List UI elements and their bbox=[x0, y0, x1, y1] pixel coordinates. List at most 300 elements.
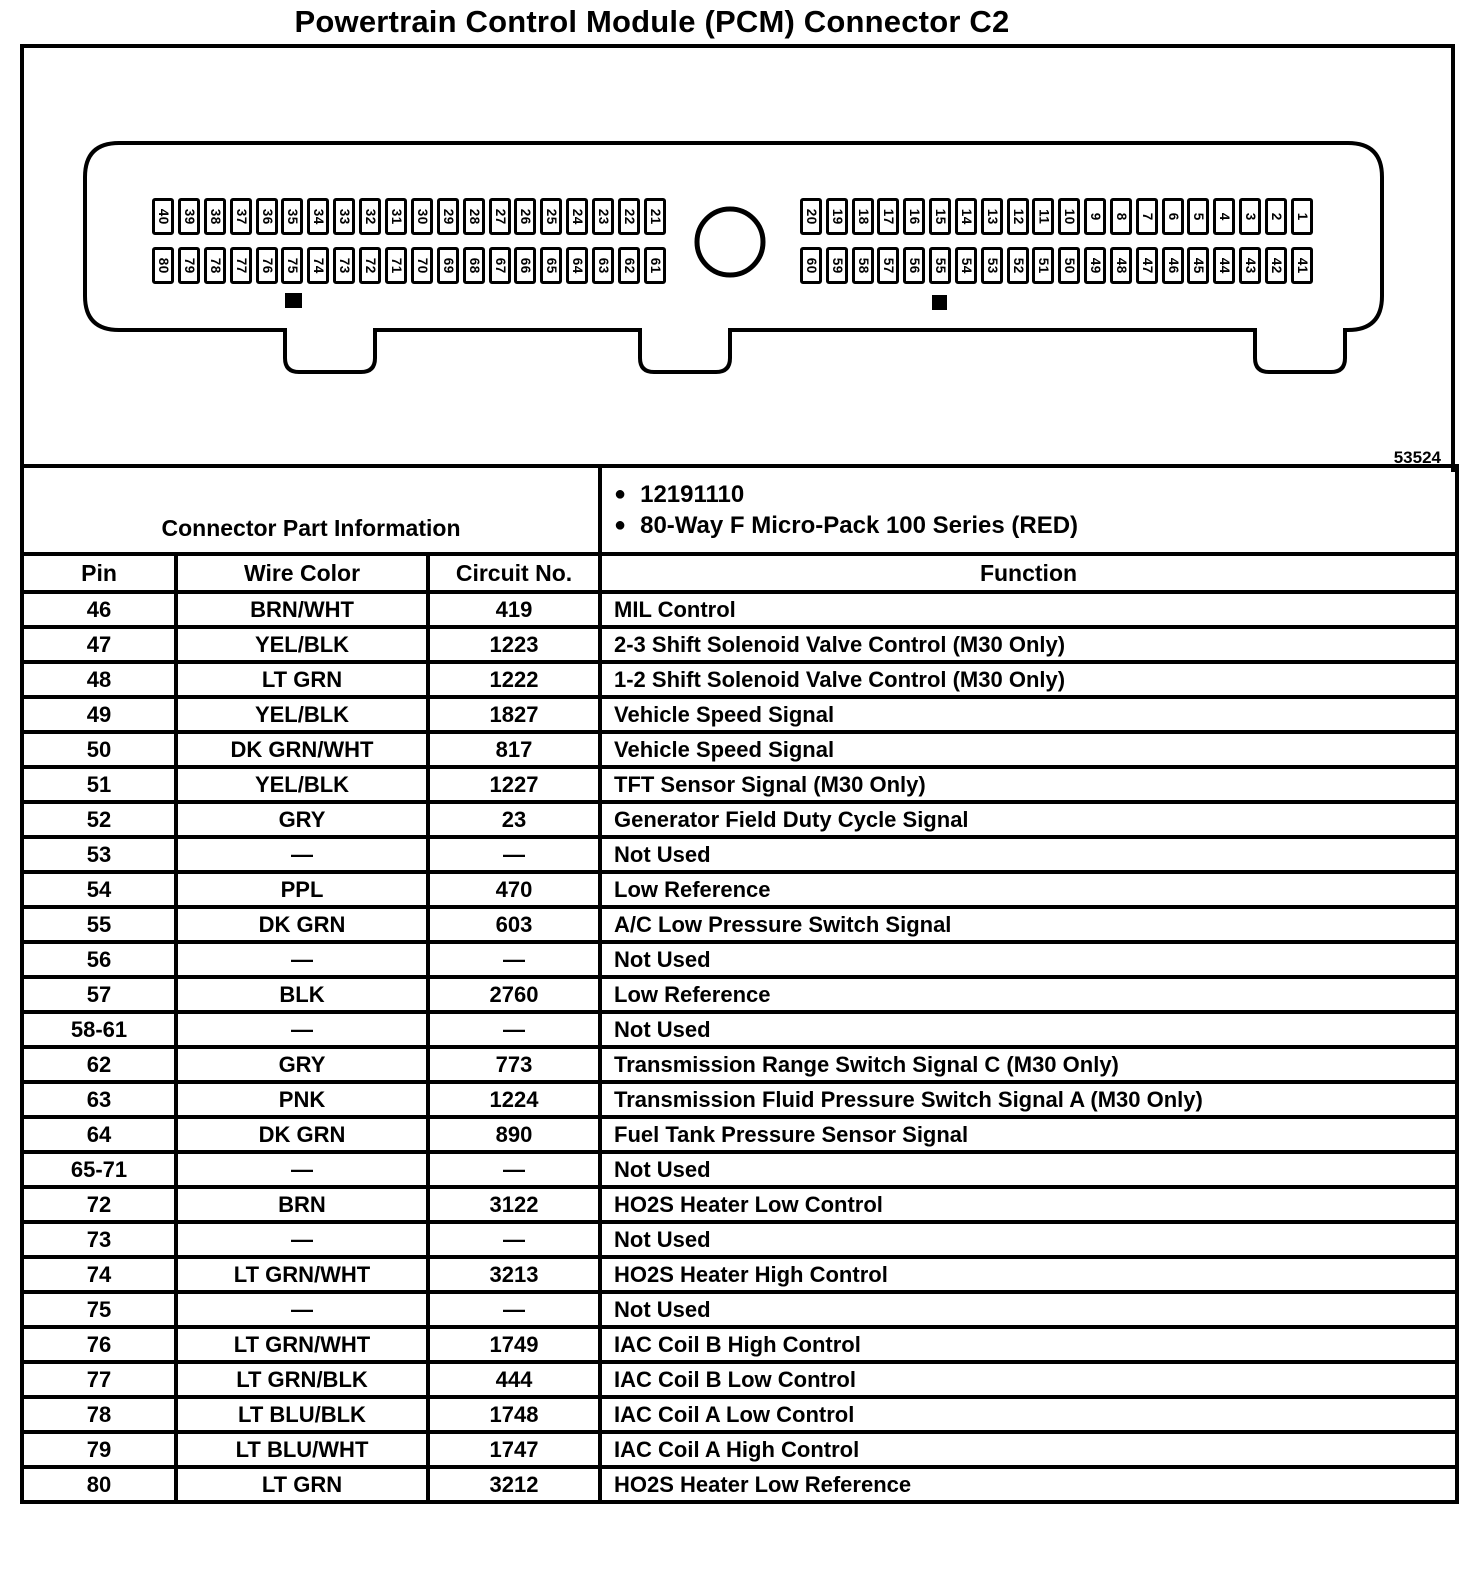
pin-box-22 bbox=[618, 198, 640, 235]
pin-box-69 bbox=[437, 247, 459, 284]
circuit-no-cell: — bbox=[428, 837, 600, 872]
table-row bbox=[22, 1257, 1457, 1292]
circuit-no-cell: — bbox=[428, 1292, 600, 1327]
pin-number: 49 bbox=[1087, 257, 1103, 274]
circuit-no-cell: — bbox=[428, 1222, 600, 1257]
pin-box-36 bbox=[256, 198, 278, 235]
pin-box-48 bbox=[1110, 247, 1132, 284]
pin-cell: 64 bbox=[22, 1117, 176, 1152]
pin-number: 41 bbox=[1294, 257, 1310, 274]
table-row bbox=[22, 907, 1457, 942]
pin-number: 27 bbox=[492, 208, 508, 225]
pin-box-72 bbox=[359, 247, 381, 284]
pin-box-63 bbox=[592, 247, 614, 284]
pin-cell: 47 bbox=[22, 627, 176, 662]
pin-box-26 bbox=[514, 198, 536, 235]
pin-number: 7 bbox=[1139, 212, 1155, 221]
circuit-no-cell: — bbox=[428, 1012, 600, 1047]
wire-color-cell: DK GRN bbox=[176, 1117, 428, 1152]
pin-box-73 bbox=[333, 247, 355, 284]
pin-number: 42 bbox=[1268, 257, 1284, 274]
table-row bbox=[22, 1222, 1457, 1257]
circuit-no-cell: 470 bbox=[428, 872, 600, 907]
pin-box-16 bbox=[903, 198, 925, 235]
pin-box-62 bbox=[618, 247, 640, 284]
pin-box-50 bbox=[1058, 247, 1080, 284]
circuit-no-cell: 23 bbox=[428, 802, 600, 837]
table-row bbox=[22, 1362, 1457, 1397]
pin-number: 56 bbox=[907, 257, 923, 274]
function-cell: HO2S Heater High Control bbox=[600, 1257, 1457, 1292]
pin-row-left-bottom bbox=[152, 247, 666, 284]
pin-number: 33 bbox=[336, 208, 352, 225]
pin-number: 8 bbox=[1113, 212, 1129, 221]
pin-box-49 bbox=[1084, 247, 1106, 284]
part-number-line bbox=[614, 481, 1454, 509]
pin-box-17 bbox=[877, 198, 899, 235]
pin-cell: 55 bbox=[22, 907, 176, 942]
pin-cell: 53 bbox=[22, 837, 176, 872]
pin-box-66 bbox=[514, 247, 536, 284]
pin-box-3 bbox=[1239, 198, 1261, 235]
wire-color-cell: LT GRN/WHT bbox=[176, 1257, 428, 1292]
pin-number: 62 bbox=[621, 257, 637, 274]
pin-box-27 bbox=[489, 198, 511, 235]
pin-cell: 58-61 bbox=[22, 1012, 176, 1047]
circuit-no-cell: 817 bbox=[428, 732, 600, 767]
pin-box-19 bbox=[826, 198, 848, 235]
pin-box-11 bbox=[1032, 198, 1054, 235]
column-header-circuit-no: Circuit No. bbox=[428, 554, 600, 592]
pin-box-74 bbox=[307, 247, 329, 284]
circuit-no-cell: 2760 bbox=[428, 977, 600, 1012]
circuit-no-cell: 1748 bbox=[428, 1397, 600, 1432]
pin-box-55 bbox=[929, 247, 951, 284]
table-row bbox=[22, 1187, 1457, 1222]
column-header-pin: Pin bbox=[22, 554, 176, 592]
table-row bbox=[22, 697, 1457, 732]
pin-cell: 49 bbox=[22, 697, 176, 732]
pin-number: 53 bbox=[984, 257, 1000, 274]
connector-part-details bbox=[600, 466, 1457, 554]
wire-color-cell: — bbox=[176, 1152, 428, 1187]
wire-color-cell: YEL/BLK bbox=[176, 767, 428, 802]
wire-color-cell: PPL bbox=[176, 872, 428, 907]
wire-color-cell: GRY bbox=[176, 802, 428, 837]
pin-box-52 bbox=[1007, 247, 1029, 284]
table-row bbox=[22, 1117, 1457, 1152]
pin-row-right-top bbox=[800, 198, 1313, 235]
pin-number: 16 bbox=[907, 208, 923, 225]
wire-color-cell: LT GRN/WHT bbox=[176, 1327, 428, 1362]
pin-box-25 bbox=[540, 198, 562, 235]
pin-cell: 77 bbox=[22, 1362, 176, 1397]
pin-box-71 bbox=[385, 247, 407, 284]
table-row bbox=[22, 1292, 1457, 1327]
table-row bbox=[22, 732, 1457, 767]
pin-box-60 bbox=[800, 247, 822, 284]
circuit-no-cell: 1827 bbox=[428, 697, 600, 732]
wire-color-cell: DK GRN/WHT bbox=[176, 732, 428, 767]
table-row bbox=[22, 1152, 1457, 1187]
pin-cell: 63 bbox=[22, 1082, 176, 1117]
function-cell: Low Reference bbox=[600, 977, 1457, 1012]
function-cell: IAC Coil B Low Control bbox=[600, 1362, 1457, 1397]
figure-number: 53524 bbox=[1393, 448, 1441, 467]
pin-number: 17 bbox=[881, 208, 897, 225]
pin-number: 9 bbox=[1087, 212, 1103, 221]
circuit-no-cell: 1224 bbox=[428, 1082, 600, 1117]
wire-color-cell: BRN bbox=[176, 1187, 428, 1222]
bullet-icon: ● bbox=[614, 514, 627, 536]
pin-box-12 bbox=[1007, 198, 1029, 235]
table-row bbox=[22, 1397, 1457, 1432]
pin-box-34 bbox=[307, 198, 329, 235]
pin-number: 47 bbox=[1139, 257, 1155, 274]
pin-box-67 bbox=[489, 247, 511, 284]
wire-color-cell: LT GRN/BLK bbox=[176, 1362, 428, 1397]
function-cell: HO2S Heater Low Control bbox=[600, 1187, 1457, 1222]
pin-box-54 bbox=[955, 247, 977, 284]
pin-box-31 bbox=[385, 198, 407, 235]
function-cell: A/C Low Pressure Switch Signal bbox=[600, 907, 1457, 942]
pin-box-70 bbox=[411, 247, 433, 284]
pin-number: 21 bbox=[647, 208, 663, 225]
table-row bbox=[22, 1327, 1457, 1362]
pin-number: 50 bbox=[1062, 257, 1078, 274]
circuit-no-cell: 1222 bbox=[428, 662, 600, 697]
wire-color-cell: — bbox=[176, 1222, 428, 1257]
part-number: 12191110 bbox=[640, 480, 745, 508]
pin-box-47 bbox=[1136, 247, 1158, 284]
pin-number: 45 bbox=[1191, 257, 1207, 274]
function-cell: Not Used bbox=[600, 1012, 1457, 1047]
wire-color-cell: LT BLU/BLK bbox=[176, 1397, 428, 1432]
pin-cell: 79 bbox=[22, 1432, 176, 1467]
function-cell: HO2S Heater Low Reference bbox=[600, 1467, 1457, 1502]
table-row bbox=[22, 1012, 1457, 1047]
pin-box-80 bbox=[152, 247, 174, 284]
function-cell: Transmission Range Switch Signal C (M30 Only) bbox=[600, 1047, 1457, 1082]
pin-number: 31 bbox=[388, 208, 404, 225]
pin-cell: 51 bbox=[22, 767, 176, 802]
pin-cell: 80 bbox=[22, 1467, 176, 1502]
connector-part-info-label: Connector Part Information bbox=[22, 466, 600, 554]
pin-cell: 74 bbox=[22, 1257, 176, 1292]
pin-number: 54 bbox=[958, 257, 974, 274]
pin-number: 77 bbox=[233, 257, 249, 274]
function-cell: 1-2 Shift Solenoid Valve Control (M30 Only) bbox=[600, 662, 1457, 697]
pin-row-right-bottom bbox=[800, 247, 1313, 284]
pin-number: 11 bbox=[1036, 208, 1052, 225]
pin-box-77 bbox=[230, 247, 252, 284]
pin-cell: 54 bbox=[22, 872, 176, 907]
pin-box-8 bbox=[1110, 198, 1132, 235]
pin-number: 38 bbox=[207, 208, 223, 225]
wire-color-cell: — bbox=[176, 837, 428, 872]
part-info-row bbox=[22, 466, 1457, 554]
pin-box-33 bbox=[333, 198, 355, 235]
table-row bbox=[22, 1432, 1457, 1467]
function-cell: Not Used bbox=[600, 942, 1457, 977]
pin-number: 46 bbox=[1165, 257, 1181, 274]
pin-box-35 bbox=[281, 198, 303, 235]
function-cell: Not Used bbox=[600, 1222, 1457, 1257]
pin-number: 10 bbox=[1062, 208, 1078, 225]
pin-cell: 76 bbox=[22, 1327, 176, 1362]
pin-number: 12 bbox=[1010, 208, 1026, 225]
function-cell: IAC Coil A High Control bbox=[600, 1432, 1457, 1467]
pin-number: 63 bbox=[595, 257, 611, 274]
wire-color-cell: LT GRN bbox=[176, 1467, 428, 1502]
circuit-no-cell: 890 bbox=[428, 1117, 600, 1152]
table-row bbox=[22, 977, 1457, 1012]
pin-number: 30 bbox=[414, 208, 430, 225]
pin-number: 65 bbox=[544, 257, 560, 274]
pin-box-24 bbox=[566, 198, 588, 235]
pin-number: 15 bbox=[932, 208, 948, 225]
pin-number: 3 bbox=[1242, 212, 1258, 221]
pin-box-76 bbox=[256, 247, 278, 284]
pin-number: 51 bbox=[1036, 257, 1052, 274]
pin-number: 39 bbox=[181, 208, 197, 225]
pin-box-42 bbox=[1265, 247, 1287, 284]
pin-cell: 50 bbox=[22, 732, 176, 767]
wire-color-cell: BRN/WHT bbox=[176, 592, 428, 627]
pin-row-left-top bbox=[152, 198, 666, 235]
pin-number: 78 bbox=[207, 257, 223, 274]
circuit-no-cell: 773 bbox=[428, 1047, 600, 1082]
pin-cell: 75 bbox=[22, 1292, 176, 1327]
pin-number: 74 bbox=[311, 257, 327, 274]
pin-number: 52 bbox=[1010, 257, 1026, 274]
pin-number: 43 bbox=[1242, 257, 1258, 274]
pin-number: 79 bbox=[181, 257, 197, 274]
pin-box-53 bbox=[981, 247, 1003, 284]
pin-number: 23 bbox=[595, 208, 611, 225]
wire-color-cell: YEL/BLK bbox=[176, 697, 428, 732]
pin-box-57 bbox=[877, 247, 899, 284]
wire-color-cell: LT BLU/WHT bbox=[176, 1432, 428, 1467]
function-cell: Fuel Tank Pressure Sensor Signal bbox=[600, 1117, 1457, 1152]
pin-box-14 bbox=[955, 198, 977, 235]
connector-diagram-frame bbox=[20, 44, 1455, 472]
column-header-row bbox=[22, 554, 1457, 592]
wire-color-cell: PNK bbox=[176, 1082, 428, 1117]
pin-box-32 bbox=[359, 198, 381, 235]
pin-box-45 bbox=[1187, 247, 1209, 284]
column-header-function: Function bbox=[600, 554, 1457, 592]
pin-number: 2 bbox=[1268, 212, 1284, 221]
function-cell: Vehicle Speed Signal bbox=[600, 732, 1457, 767]
pin-number: 18 bbox=[855, 208, 871, 225]
circuit-no-cell: — bbox=[428, 1152, 600, 1187]
pin-number: 55 bbox=[932, 257, 948, 274]
pin-box-38 bbox=[204, 198, 226, 235]
circuit-no-cell: 3213 bbox=[428, 1257, 600, 1292]
circuit-no-cell: — bbox=[428, 942, 600, 977]
pin-number: 29 bbox=[440, 208, 456, 225]
pin-number: 64 bbox=[570, 257, 585, 274]
pin-number: 19 bbox=[829, 208, 845, 225]
pin-box-65 bbox=[540, 247, 562, 284]
wire-color-cell: LT GRN bbox=[176, 662, 428, 697]
pin-box-37 bbox=[230, 198, 252, 235]
pin-number: 70 bbox=[414, 257, 430, 274]
pin-number: 6 bbox=[1165, 212, 1181, 221]
pin-number: 66 bbox=[518, 257, 534, 274]
pin-box-46 bbox=[1162, 247, 1184, 284]
pin-cell: 72 bbox=[22, 1187, 176, 1222]
pin-box-9 bbox=[1084, 198, 1106, 235]
function-cell: Vehicle Speed Signal bbox=[600, 697, 1457, 732]
pin-cell: 56 bbox=[22, 942, 176, 977]
pin-number: 26 bbox=[518, 208, 534, 225]
function-cell: Not Used bbox=[600, 1152, 1457, 1187]
pin-box-75 bbox=[281, 247, 303, 284]
pin-number: 20 bbox=[803, 208, 819, 225]
function-cell: Low Reference bbox=[600, 872, 1457, 907]
pin-number: 25 bbox=[544, 208, 560, 225]
wire-color-cell: — bbox=[176, 942, 428, 977]
bullet-icon: ● bbox=[614, 483, 627, 505]
wire-color-cell: DK GRN bbox=[176, 907, 428, 942]
pin-box-78 bbox=[204, 247, 226, 284]
table-row bbox=[22, 802, 1457, 837]
function-cell: MIL Control bbox=[600, 592, 1457, 627]
pin-cell: 62 bbox=[22, 1047, 176, 1082]
pin-box-18 bbox=[852, 198, 874, 235]
function-cell: Not Used bbox=[600, 1292, 1457, 1327]
pin-number: 28 bbox=[466, 208, 482, 225]
pin-number: 22 bbox=[621, 208, 637, 225]
pin-number: 73 bbox=[336, 257, 352, 274]
circuit-no-cell: 419 bbox=[428, 592, 600, 627]
pin-box-56 bbox=[903, 247, 925, 284]
pin-cell: 57 bbox=[22, 977, 176, 1012]
pin-number: 13 bbox=[984, 208, 1000, 225]
pin-box-6 bbox=[1162, 198, 1184, 235]
circuit-no-cell: 1223 bbox=[428, 627, 600, 662]
pin-box-43 bbox=[1239, 247, 1261, 284]
pin-box-68 bbox=[463, 247, 485, 284]
function-cell: 2-3 Shift Solenoid Valve Control (M30 Only) bbox=[600, 627, 1457, 662]
table-row bbox=[22, 592, 1457, 627]
pin-number: 61 bbox=[647, 257, 663, 274]
pin-number: 24 bbox=[570, 208, 585, 225]
pin-number: 32 bbox=[362, 208, 378, 225]
function-cell: Generator Field Duty Cycle Signal bbox=[600, 802, 1457, 837]
pin-box-51 bbox=[1032, 247, 1054, 284]
table-row bbox=[22, 1047, 1457, 1082]
pin-box-40 bbox=[152, 198, 174, 235]
table-row bbox=[22, 1082, 1457, 1117]
pin-box-2 bbox=[1265, 198, 1287, 235]
circuit-no-cell: 3212 bbox=[428, 1467, 600, 1502]
table-row bbox=[22, 942, 1457, 977]
pin-number: 44 bbox=[1217, 257, 1232, 274]
table-row bbox=[22, 837, 1457, 872]
pin-box-79 bbox=[178, 247, 200, 284]
function-cell: Not Used bbox=[600, 837, 1457, 872]
pin-number: 58 bbox=[855, 257, 871, 274]
pin-cell: 73 bbox=[22, 1222, 176, 1257]
pin-number: 48 bbox=[1113, 257, 1129, 274]
page-title: Powertrain Control Module (PCM) Connector C2 bbox=[294, 4, 1010, 39]
table-row bbox=[22, 872, 1457, 907]
pin-box-23 bbox=[592, 198, 614, 235]
pin-box-59 bbox=[826, 247, 848, 284]
pin-cell: 48 bbox=[22, 662, 176, 697]
pin-cell: 65-71 bbox=[22, 1152, 176, 1187]
pin-box-39 bbox=[178, 198, 200, 235]
pin-box-15 bbox=[929, 198, 951, 235]
pin-number: 36 bbox=[259, 208, 275, 225]
pin-box-20 bbox=[800, 198, 822, 235]
wire-color-cell: GRY bbox=[176, 1047, 428, 1082]
pin-box-4 bbox=[1213, 198, 1235, 235]
pin-box-28 bbox=[463, 198, 485, 235]
connector-type-line bbox=[614, 512, 1454, 540]
pin-number: 75 bbox=[285, 257, 301, 274]
right-index-marker bbox=[932, 295, 947, 310]
pin-number: 72 bbox=[362, 257, 378, 274]
pin-number: 57 bbox=[881, 257, 897, 274]
wire-color-cell: — bbox=[176, 1012, 428, 1047]
wire-color-cell: YEL/BLK bbox=[176, 627, 428, 662]
pin-box-13 bbox=[981, 198, 1003, 235]
circuit-no-cell: 603 bbox=[428, 907, 600, 942]
table-row bbox=[22, 627, 1457, 662]
pin-number: 14 bbox=[958, 208, 974, 225]
wire-color-cell: — bbox=[176, 1292, 428, 1327]
pin-number: 1 bbox=[1294, 212, 1310, 221]
function-cell: TFT Sensor Signal (M30 Only) bbox=[600, 767, 1457, 802]
pin-number: 4 bbox=[1216, 212, 1232, 221]
wire-color-cell: BLK bbox=[176, 977, 428, 1012]
circuit-no-cell: 3122 bbox=[428, 1187, 600, 1222]
pin-box-64 bbox=[566, 247, 588, 284]
pin-box-10 bbox=[1058, 198, 1080, 235]
pin-box-7 bbox=[1136, 198, 1158, 235]
pin-number: 71 bbox=[388, 257, 404, 274]
connector-type: 80-Way F Micro-Pack 100 Series (RED) bbox=[640, 511, 1079, 539]
pin-box-5 bbox=[1187, 198, 1209, 235]
pin-cell: 78 bbox=[22, 1397, 176, 1432]
pin-box-61 bbox=[644, 247, 666, 284]
circuit-no-cell: 1749 bbox=[428, 1327, 600, 1362]
table-row bbox=[22, 1467, 1457, 1502]
pin-number: 34 bbox=[311, 208, 327, 225]
pin-number: 40 bbox=[155, 208, 171, 225]
pin-number: 76 bbox=[259, 257, 275, 274]
connector-keyway-circle bbox=[697, 209, 763, 275]
left-index-marker bbox=[285, 293, 302, 308]
pin-box-30 bbox=[411, 198, 433, 235]
pin-box-21 bbox=[644, 198, 666, 235]
circuit-no-cell: 1747 bbox=[428, 1432, 600, 1467]
pin-box-44 bbox=[1213, 247, 1235, 284]
table-row bbox=[22, 767, 1457, 802]
pin-box-29 bbox=[437, 198, 459, 235]
pin-box-1 bbox=[1291, 198, 1313, 235]
pin-number: 69 bbox=[440, 257, 456, 274]
function-cell: Transmission Fluid Pressure Switch Signal A (M30 Only) bbox=[600, 1082, 1457, 1117]
pin-number: 80 bbox=[155, 257, 171, 274]
circuit-no-cell: 444 bbox=[428, 1362, 600, 1397]
pin-box-58 bbox=[852, 247, 874, 284]
circuit-no-cell: 1227 bbox=[428, 767, 600, 802]
